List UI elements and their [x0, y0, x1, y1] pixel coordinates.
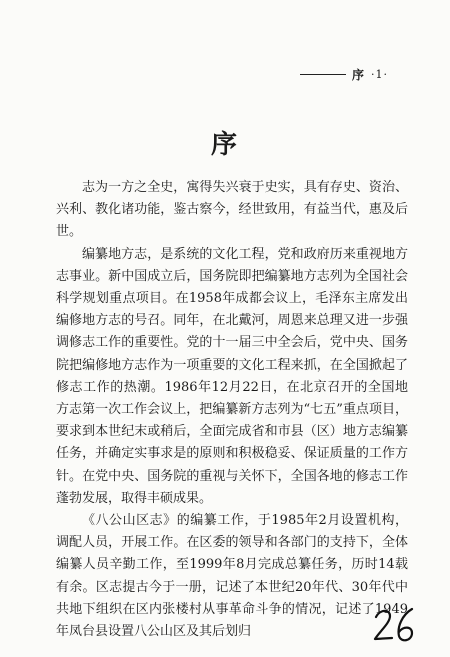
paragraph-1: 志为一方之全史，寓得失兴衰于史实，具有存史、资治、兴利、教化诸功能，鉴古察今，经世致用，有益当代，惠及后世。 [56, 180, 408, 240]
paragraph-2: 编纂地方志，是系统的文化工程，党和政府历来重视地方志事业。新中国成立后，国务院即把编纂地方志列为全国社会科学规划重点项目。在1958年成都会议上，毛泽东主席发出编修地方志的号召。同年，在北戴河，周恩来总理又进一步强调修志工作的重要性。党的十一届三中全会后，党中央、国务院把编修地方志作为一项重要的文化工程来抓，在全国掀起了修志工作的热潮。1986年12月22日，在北京召开的全国地方志第一次工作会议上，把编纂新方志列为“七五”重点项目，要求到本世纪末或稍后，全面完成省和市县（区）地方志编纂任务，并确定实事求是的原则和积极稳妥、保证质量的工作方针。在党中央、国务院的重视与关怀下，全国各地的修志工作蓬勃发展，取得丰硕成果。 [56, 246, 408, 506]
handwritten-page-mark [372, 605, 422, 645]
chapter-title: 序 [210, 130, 239, 160]
header-rule [300, 74, 346, 75]
page-number: ·1· [371, 67, 389, 81]
paragraph-3: 《八公山区志》的编纂工作，于1985年2月设置机构，调配人员，开展工作。在区委的领导和各部门的支持下，全体编纂人员辛勤工作，至1999年8月完成总纂任务，历时14载有余。区志提古今于一册，记述了本世纪20年代、30年代中共地下组织在区内张楼村从事革命斗争的情况，记述了1949年凤台县设置八公山区及其后划归 [56, 513, 408, 640]
handwritten-number-26 [372, 605, 422, 645]
running-header [300, 66, 420, 82]
running-header-title: 序 [352, 67, 366, 82]
body-text [56, 177, 408, 643]
